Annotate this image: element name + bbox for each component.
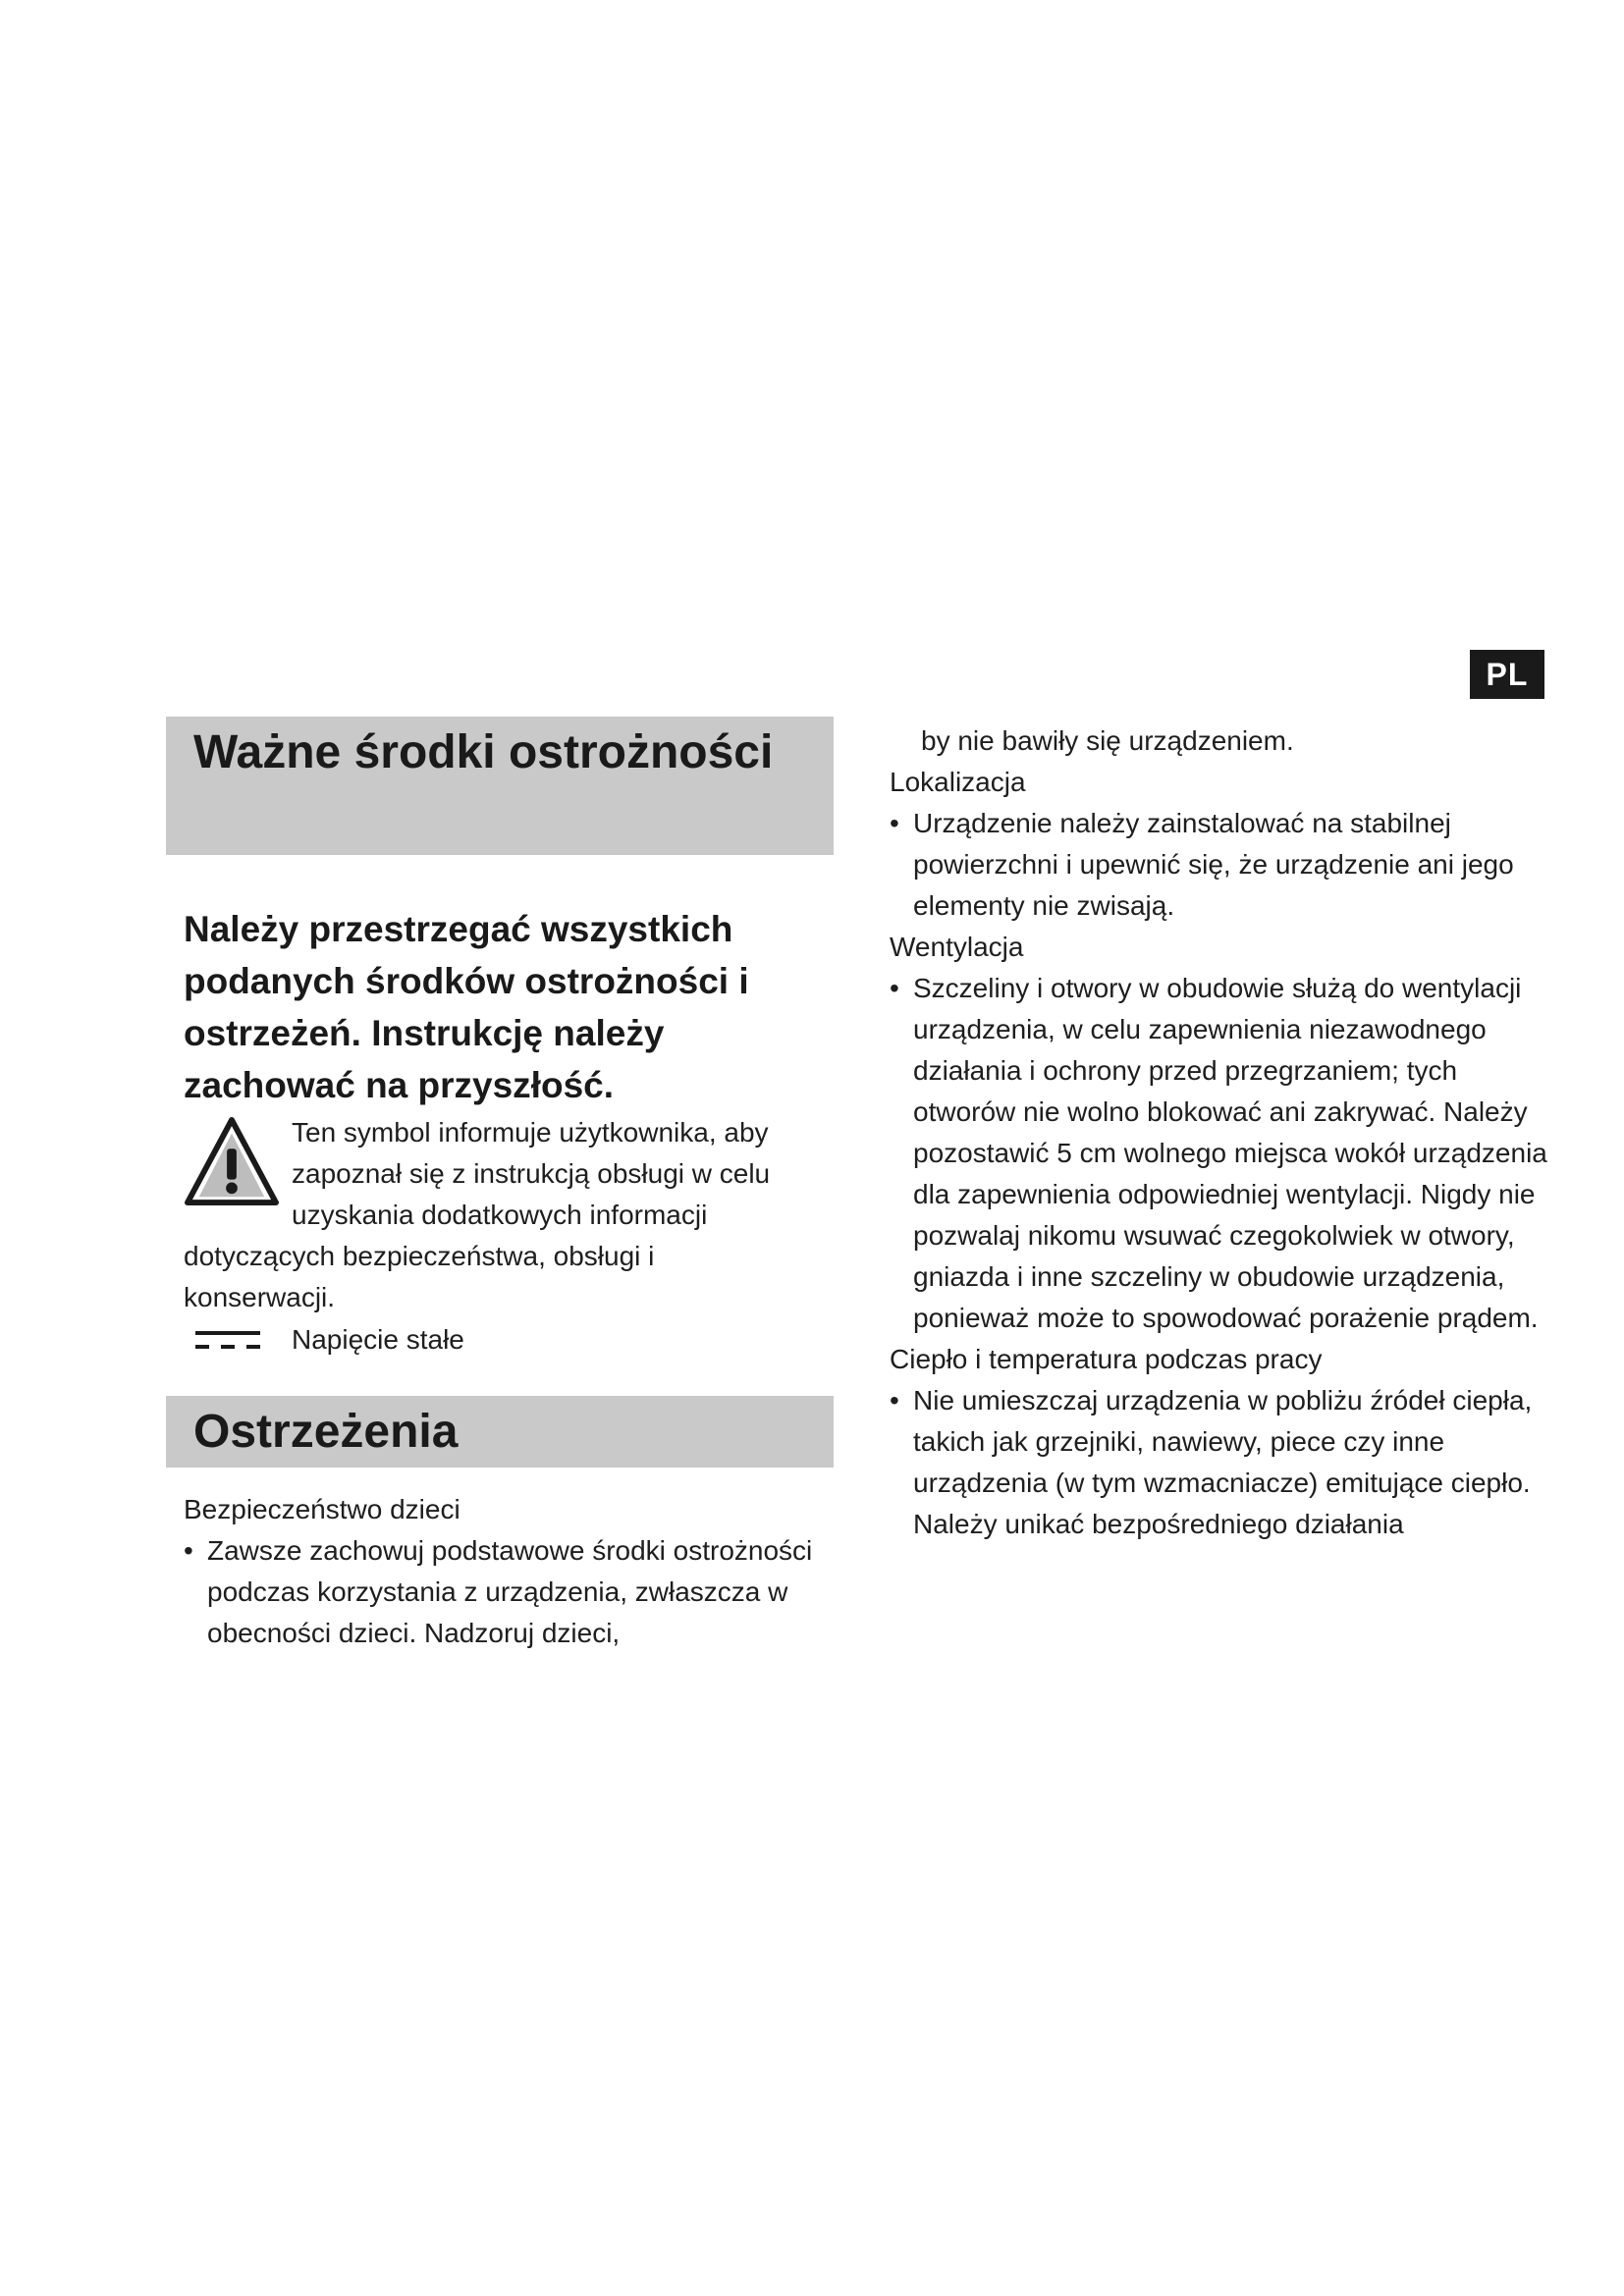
location-title: Lokalizacja (890, 767, 1026, 797)
location-bullet: • Urządzenie należy zainstalować na stabilnej powierzchni i upewnić się, że urządzenie ani jego elementy nie zwisają. (890, 803, 1547, 927)
warning-triangle-icon (184, 1116, 280, 1206)
dc-voltage-icon (193, 1325, 262, 1355)
warning-symbol-text: Ten symbol informuje użytkownika, aby zapoznał się z instrukcją obsługi w celu uzyskania dodatkowych informacji dotyczących bezpieczeństwa, obsługi i konserwacji. (184, 1117, 771, 1312)
section-header-warnings: Ostrzeżenia (166, 1396, 834, 1468)
child-safety-section (184, 1489, 832, 1654)
intro-bold-text: Należy przestrzegać wszystkich podanych środków ostrożności i ostrzeżeń. Instrukcję należy zachować na przyszłość. (184, 909, 749, 1105)
child-safety-continuation: by nie bawiły się urządzeniem. (921, 725, 1294, 756)
ventilation-title: Wentylacja (890, 932, 1024, 962)
child-safety-bullet: • Zawsze zachowuj podstawowe środki ostrożności podczas korzystania z urządzenia, zwłaszcza w obecności dzieci. Nadzoruj dzieci, (184, 1530, 832, 1654)
heat-title: Ciepło i temperatura podczas pracy (890, 1344, 1323, 1374)
language-badge: PL (1470, 650, 1544, 699)
child-safety-title: Bezpieczeństwo dzieci (184, 1494, 460, 1524)
heat-bullet: • Nie umieszczaj urządzenia w pobliżu źródeł ciepła, takich jak grzejniki, nawiewy, piece czy inne urządzenia (w tym wzmacniacze) emitujące ciepło. Należy unikać bezpośredniego działania (890, 1380, 1547, 1545)
dc-voltage-line (193, 1319, 464, 1361)
right-column (890, 721, 1547, 1545)
warning-symbol-block (184, 1112, 812, 1318)
section-header-precautions: Ważne środki ostrożności (166, 717, 834, 855)
ventilation-bullet: • Szczeliny i otwory w obudowie służą do wentylacji urządzenia, w celu zapewnienia niezawodnego działania i ochrony przed przegrzaniem; tych otworów nie wolno blokować ani zakrywać. Należy pozostawić 5 cm wolnego miejsca wokół urządzenia dla zapewnienia odpowiedniej wentylacji. Nigdy nie pozwalaj nikomu wsuwać czegokolwiek w otwory, gniazda i inne szczeliny w obudowie urządzenia, ponieważ może to spowodować porażenie prądem. (890, 968, 1547, 1339)
dc-voltage-text: Napięcie stałe (292, 1324, 464, 1355)
